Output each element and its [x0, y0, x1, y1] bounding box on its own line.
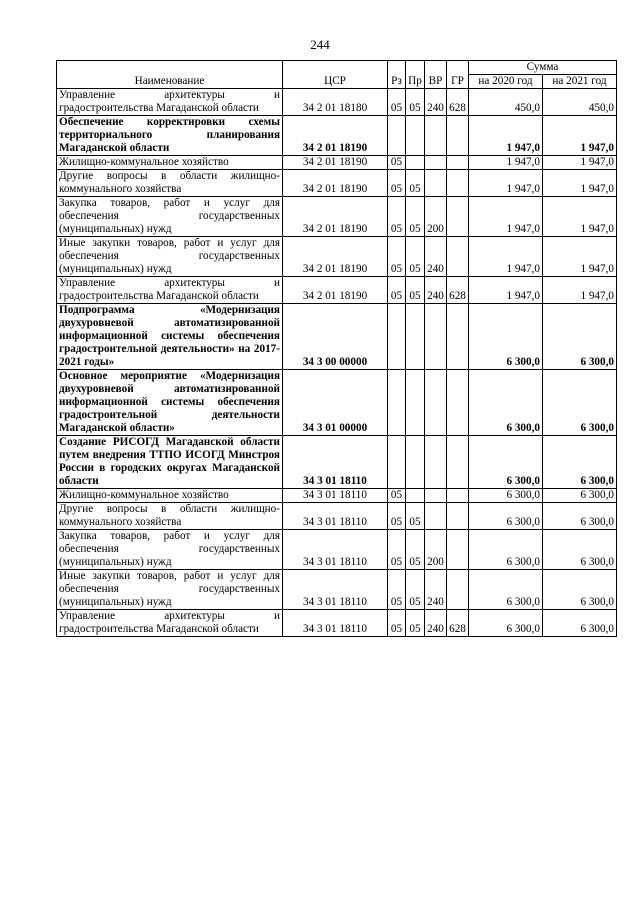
row-rz: 05 [388, 503, 406, 530]
row-csr: 34 3 00 00000 [283, 304, 388, 370]
row-pr: 05 [406, 197, 425, 237]
row-vr: 240 [425, 610, 447, 637]
header-gr: ГР [447, 61, 469, 89]
row-sum-2021: 6 300,0 [543, 370, 617, 436]
row-rz: 05 [388, 237, 406, 277]
row-name: Управление архитектуры и градостроительства Магаданской области [57, 610, 283, 637]
row-pr [406, 304, 425, 370]
table-row [57, 170, 617, 197]
row-pr: 05 [406, 503, 425, 530]
row-csr: 34 2 01 18190 [283, 170, 388, 197]
budget-table [56, 60, 617, 637]
row-sum-2020: 6 300,0 [469, 530, 543, 570]
row-vr: 200 [425, 197, 447, 237]
table-row [57, 530, 617, 570]
row-gr [447, 436, 469, 489]
row-gr [447, 197, 469, 237]
row-name: Подпрограмма «Модернизация двухуровневой автоматизированной информационной системы обеспечения градостроительной деятельности» на 2017-2021 годы» [57, 304, 283, 370]
row-name: Обеспечение корректировки схемы территориального планирования Магаданской области [57, 116, 283, 156]
row-sum-2020: 6 300,0 [469, 489, 543, 503]
row-name: Основное мероприятие «Модернизация двухуровневой автоматизированной информационной системы обеспечения градостроительной деятельности Магаданской области» [57, 370, 283, 436]
table-body [57, 89, 617, 637]
row-sum-2020: 1 947,0 [469, 277, 543, 304]
row-sum-2020: 1 947,0 [469, 237, 543, 277]
table-row [57, 116, 617, 156]
row-pr [406, 489, 425, 503]
row-rz: 05 [388, 197, 406, 237]
table-row [57, 89, 617, 116]
row-sum-2021: 1 947,0 [543, 197, 617, 237]
row-csr: 34 3 01 18110 [283, 570, 388, 610]
row-sum-2021: 6 300,0 [543, 304, 617, 370]
row-rz: 05 [388, 277, 406, 304]
row-csr: 34 2 01 18180 [283, 89, 388, 116]
row-rz: 05 [388, 489, 406, 503]
row-vr [425, 489, 447, 503]
table-row [57, 156, 617, 170]
row-gr [447, 503, 469, 530]
row-rz: 05 [388, 156, 406, 170]
header-rz: Рз [388, 61, 406, 89]
row-csr: 34 2 01 18190 [283, 156, 388, 170]
row-vr [425, 116, 447, 156]
row-gr [447, 304, 469, 370]
row-name: Другие вопросы в области жилищно-коммунального хозяйства [57, 170, 283, 197]
row-sum-2020: 1 947,0 [469, 156, 543, 170]
row-name: Закупка товаров, работ и услуг для обеспечения государственных (муниципальных) нужд [57, 197, 283, 237]
row-sum-2021: 1 947,0 [543, 116, 617, 156]
row-csr: 34 3 01 18110 [283, 610, 388, 637]
row-vr: 240 [425, 89, 447, 116]
row-vr [425, 156, 447, 170]
table-row [57, 370, 617, 436]
row-csr: 34 3 01 18110 [283, 489, 388, 503]
row-pr: 05 [406, 170, 425, 197]
row-gr: 628 [447, 89, 469, 116]
table-row [57, 436, 617, 489]
page-number: 244 [310, 37, 330, 52]
header-vr: ВР [425, 61, 447, 89]
row-csr: 34 3 01 18110 [283, 436, 388, 489]
row-csr: 34 3 01 00000 [283, 370, 388, 436]
row-sum-2020: 1 947,0 [469, 197, 543, 237]
row-rz: 05 [388, 170, 406, 197]
row-csr: 34 2 01 18190 [283, 237, 388, 277]
row-pr: 05 [406, 89, 425, 116]
row-name: Иные закупки товаров, работ и услуг для обеспечения государственных (муниципальных) нужд [57, 237, 283, 277]
row-sum-2020: 6 300,0 [469, 436, 543, 489]
header-year-2021: на 2021 год [543, 75, 617, 89]
row-sum-2021: 1 947,0 [543, 277, 617, 304]
row-csr: 34 2 01 18190 [283, 277, 388, 304]
row-sum-2021: 6 300,0 [543, 436, 617, 489]
row-pr: 05 [406, 530, 425, 570]
row-sum-2020: 6 300,0 [469, 304, 543, 370]
row-name: Закупка товаров, работ и услуг для обеспечения государственных (муниципальных) нужд [57, 530, 283, 570]
row-vr [425, 503, 447, 530]
row-rz: 05 [388, 89, 406, 116]
row-sum-2020: 6 300,0 [469, 610, 543, 637]
row-csr: 34 2 01 18190 [283, 116, 388, 156]
row-pr: 05 [406, 237, 425, 277]
row-sum-2021: 6 300,0 [543, 503, 617, 530]
row-csr: 34 3 01 18110 [283, 530, 388, 570]
row-sum-2020: 1 947,0 [469, 170, 543, 197]
row-vr [425, 436, 447, 489]
row-gr [447, 489, 469, 503]
row-gr [447, 170, 469, 197]
row-vr [425, 304, 447, 370]
row-vr: 240 [425, 237, 447, 277]
row-sum-2020: 1 947,0 [469, 116, 543, 156]
row-gr [447, 156, 469, 170]
row-pr: 05 [406, 610, 425, 637]
table-row [57, 570, 617, 610]
table-row [57, 197, 617, 237]
row-rz [388, 436, 406, 489]
row-vr: 240 [425, 277, 447, 304]
row-rz: 05 [388, 530, 406, 570]
row-rz: 05 [388, 570, 406, 610]
row-sum-2021: 1 947,0 [543, 237, 617, 277]
row-sum-2021: 6 300,0 [543, 530, 617, 570]
row-sum-2021: 6 300,0 [543, 489, 617, 503]
row-rz: 05 [388, 610, 406, 637]
row-gr [447, 570, 469, 610]
row-pr [406, 436, 425, 489]
row-vr [425, 370, 447, 436]
table-row [57, 304, 617, 370]
row-gr [447, 530, 469, 570]
row-rz [388, 304, 406, 370]
row-gr: 628 [447, 277, 469, 304]
row-vr [425, 170, 447, 197]
row-csr: 34 2 01 18190 [283, 197, 388, 237]
row-vr: 240 [425, 570, 447, 610]
header-csr: ЦСР [283, 61, 388, 89]
row-pr [406, 370, 425, 436]
row-pr [406, 156, 425, 170]
row-sum-2021: 450,0 [543, 89, 617, 116]
header-sum: Сумма [469, 61, 617, 75]
row-vr: 200 [425, 530, 447, 570]
row-rz [388, 116, 406, 156]
table-row [57, 503, 617, 530]
row-gr [447, 237, 469, 277]
row-rz [388, 370, 406, 436]
table-row [57, 237, 617, 277]
row-sum-2020: 6 300,0 [469, 370, 543, 436]
row-csr: 34 3 01 18110 [283, 503, 388, 530]
header-pr: Пр [406, 61, 425, 89]
row-pr: 05 [406, 277, 425, 304]
row-pr: 05 [406, 570, 425, 610]
table-row [57, 277, 617, 304]
row-gr [447, 116, 469, 156]
table-row [57, 489, 617, 503]
row-name: Жилищно-коммунальное хозяйство [57, 489, 283, 503]
table-row [57, 610, 617, 637]
row-name: Управление архитектуры и градостроительства Магаданской области [57, 277, 283, 304]
row-sum-2021: 1 947,0 [543, 170, 617, 197]
row-sum-2020: 6 300,0 [469, 570, 543, 610]
row-name: Иные закупки товаров, работ и услуг для обеспечения государственных (муниципальных) нужд [57, 570, 283, 610]
row-name: Жилищно-коммунальное хозяйство [57, 156, 283, 170]
header-name: Наименование [57, 61, 283, 89]
row-name: Управление архитектуры и градостроительства Магаданской области [57, 89, 283, 116]
row-pr [406, 116, 425, 156]
row-sum-2021: 6 300,0 [543, 610, 617, 637]
row-sum-2021: 6 300,0 [543, 570, 617, 610]
row-gr: 628 [447, 610, 469, 637]
table-header [57, 61, 617, 89]
row-sum-2020: 6 300,0 [469, 503, 543, 530]
header-year-2020: на 2020 год [469, 75, 543, 89]
row-name: Создание РИСОГД Магаданской области путем внедрения ТТПО ИСОГД Минстроя России в городских округах Магаданской области [57, 436, 283, 489]
row-gr [447, 370, 469, 436]
row-sum-2020: 450,0 [469, 89, 543, 116]
row-name: Другие вопросы в области жилищно-коммунального хозяйства [57, 503, 283, 530]
row-sum-2021: 1 947,0 [543, 156, 617, 170]
